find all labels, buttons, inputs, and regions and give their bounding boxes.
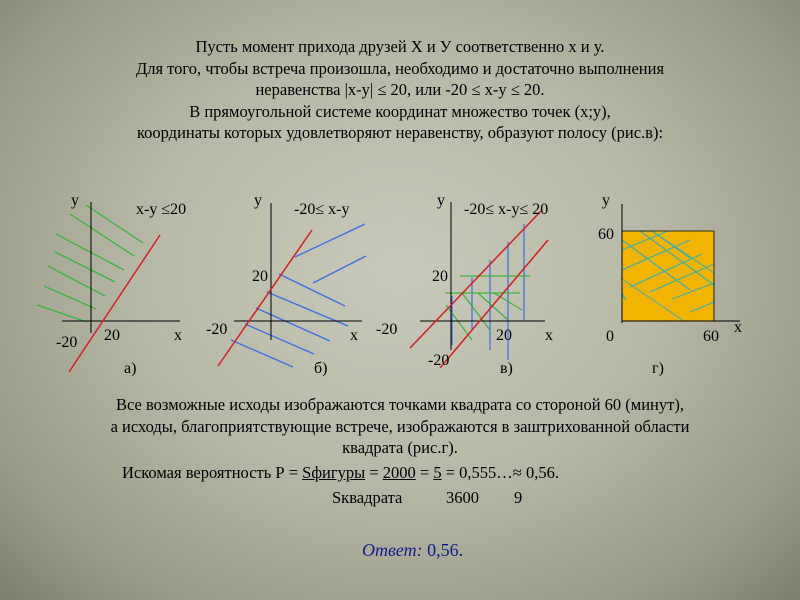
figure-a-y-label: у bbox=[71, 192, 79, 209]
figure-c-inequality: -20≤ х-у≤ 20 bbox=[464, 201, 549, 218]
figure-d-tick-60-y: 60 bbox=[598, 226, 614, 243]
formula-num-2000: 2000 bbox=[382, 463, 416, 482]
intro-line: координаты которых удовлетворяют неравенству, образуют полосу (рис.в): bbox=[136, 123, 664, 142]
formula-line-1 bbox=[122, 462, 559, 483]
figure-b-hatch bbox=[231, 224, 366, 367]
conclusion-text bbox=[40, 394, 760, 459]
formula-s-square: Sквадрата bbox=[332, 488, 403, 507]
figure-b-inequality: -20≤ х-у bbox=[294, 201, 350, 218]
formula-eq1: = bbox=[365, 463, 383, 482]
figure-c-x-label: х bbox=[545, 327, 553, 344]
intro-line: неравенства |х-у| ≤ 20, или -20 ≤ х-у ≤ 20. bbox=[255, 80, 545, 99]
figure-b-boundary-line bbox=[218, 230, 312, 366]
figure-d-tick-60-x: 60 bbox=[703, 328, 719, 345]
figure-c-upper-line bbox=[410, 210, 542, 348]
figure-d-origin-label: 0 bbox=[606, 328, 614, 345]
formula-num-5: 5 bbox=[433, 463, 442, 482]
figure-c-tick-20-x: 20 bbox=[496, 327, 512, 344]
intro-line: В прямоугольной системе координат множество точек (х;у), bbox=[189, 101, 611, 121]
figure-a-caption: а) bbox=[124, 360, 137, 377]
figure-b-tick-20: 20 bbox=[252, 268, 268, 285]
figure-c-tick-20-y: 20 bbox=[432, 268, 448, 285]
formula-den-9: 9 bbox=[514, 488, 523, 507]
figure-c-tick-minus20-x: -20 bbox=[376, 321, 398, 338]
intro-line: Для того, чтобы встреча произошла, необходимо и достаточно выполнения bbox=[135, 58, 665, 78]
formula-lead: Искомая вероятность Р = bbox=[122, 463, 303, 482]
answer-value: 0,56. bbox=[422, 540, 464, 560]
figure-b-tick-minus20: -20 bbox=[206, 321, 228, 338]
formula-den-3600: 3600 bbox=[446, 488, 479, 507]
figure-a-tick-minus20: -20 bbox=[56, 334, 78, 351]
figure-d bbox=[622, 204, 740, 323]
figure-b bbox=[218, 203, 366, 367]
figure-a-hatch bbox=[37, 205, 143, 322]
figure-b-caption: б) bbox=[314, 360, 328, 377]
figure-a-x-label: х bbox=[174, 327, 182, 344]
figure-c-green-hatch bbox=[445, 276, 530, 340]
answer-label: Ответ: bbox=[362, 540, 423, 560]
conclusion-line: квадрата (рис.г). bbox=[342, 438, 458, 457]
formula-s-figure: Sфигуры bbox=[302, 463, 366, 482]
conclusion-line: Все возможные исходы изображаются точками квадрата со стороной 60 (минут), bbox=[116, 395, 684, 414]
figure-a-tick-20: 20 bbox=[104, 327, 120, 344]
figure-b-x-label: х bbox=[350, 327, 358, 344]
figure-c bbox=[410, 202, 548, 368]
answer bbox=[362, 540, 463, 561]
figure-d-x-label: х bbox=[734, 319, 742, 336]
figure-a-inequality: х-у ≤20 bbox=[136, 201, 187, 218]
intro-line: Пусть момент прихода друзей Х и У соответственно х и у. bbox=[195, 37, 605, 56]
figure-d-caption: г) bbox=[652, 360, 664, 377]
figure-d-y-label: у bbox=[602, 192, 610, 209]
figure-c-tick-minus20-y: -20 bbox=[428, 352, 450, 369]
formula-eq2: = bbox=[415, 463, 434, 482]
formula-tail: = 0,555…≈ 0,56. bbox=[441, 463, 559, 482]
figure-c-y-label: у bbox=[437, 192, 445, 209]
figure-b-y-label: у bbox=[254, 192, 262, 209]
figure-c-caption: в) bbox=[500, 360, 513, 377]
conclusion-line: а исходы, благоприятствующие встрече, изображаются в заштрихованной области bbox=[110, 416, 690, 436]
